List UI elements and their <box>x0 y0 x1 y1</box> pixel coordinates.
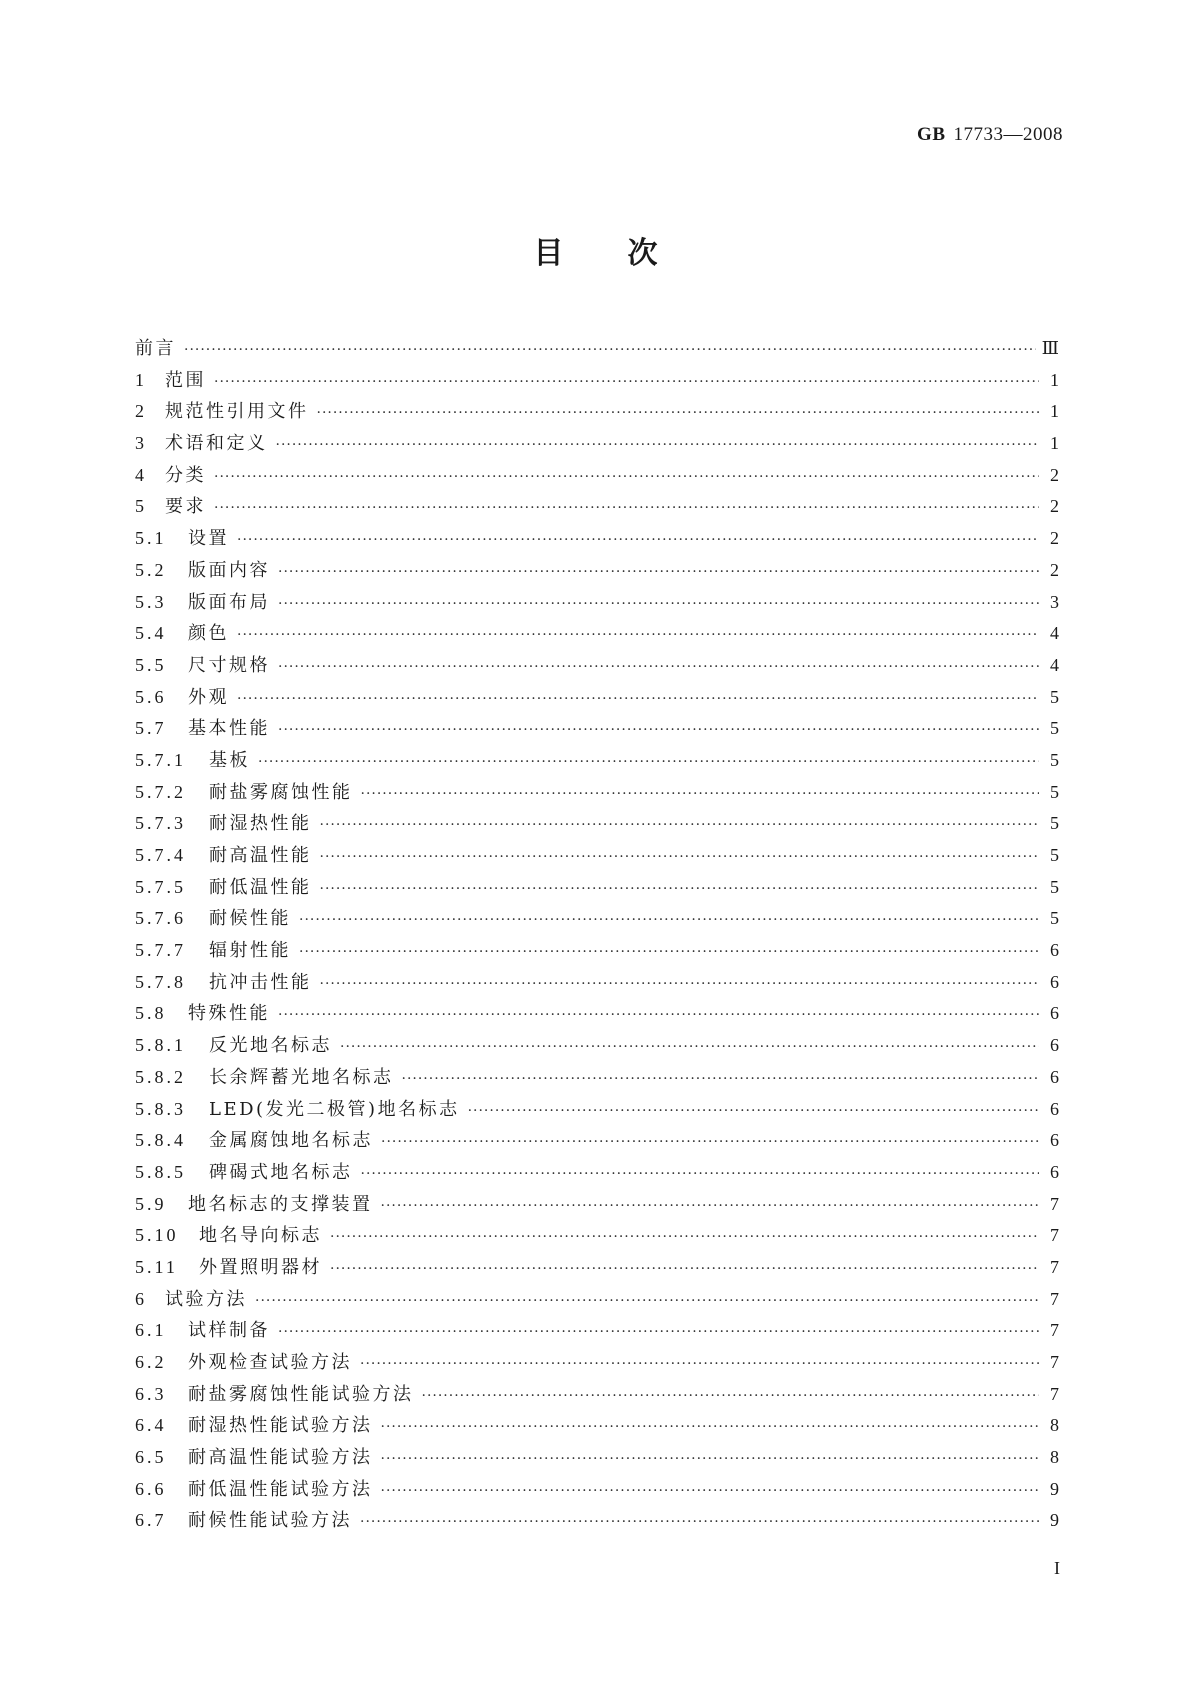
toc-entry[interactable] <box>135 1030 1059 1062</box>
toc-entry-title: 耐盐雾腐蚀性能 <box>209 781 353 803</box>
toc-entry-title: 基板 <box>209 749 250 771</box>
toc-entry-page: 2 <box>1050 496 1059 517</box>
toc-leader-dots <box>258 747 1039 779</box>
toc-entry-title: 耐湿热性能试验方法 <box>188 1415 373 1437</box>
toc-entry-title: 外置照明器材 <box>199 1256 322 1278</box>
toc-leader-dots <box>361 1159 1040 1191</box>
toc-entry-title: 地名标志的支撑装置 <box>188 1193 373 1215</box>
toc-entry-page: 6 <box>1050 1130 1059 1151</box>
toc-entry-page: 1 <box>1050 433 1059 454</box>
toc-leader-dots <box>330 1254 1039 1286</box>
toc-entry-page: 1 <box>1050 369 1059 390</box>
toc-entry-page: 8 <box>1050 1447 1059 1468</box>
toc-entry-page: 5 <box>1050 876 1059 897</box>
toc-leader-dots <box>184 335 1036 367</box>
toc-entry-title: 特殊性能 <box>188 1003 270 1025</box>
standard-code <box>917 124 1063 146</box>
toc-leader-dots <box>214 462 1039 494</box>
toc-entry[interactable] <box>135 428 1059 460</box>
page-title: 目次 <box>533 236 722 271</box>
toc-entry-number: 2 <box>135 401 147 422</box>
toc-entry-number: 1 <box>135 369 147 390</box>
toc-entry-page: 2 <box>1050 528 1059 549</box>
toc-entry-page: 5 <box>1050 686 1059 707</box>
toc-entry-title: 长余辉蓄光地名标志 <box>209 1066 394 1088</box>
toc-leader-dots <box>422 1381 1040 1413</box>
toc-leader-dots <box>276 430 1040 462</box>
toc-leader-dots <box>299 905 1039 937</box>
toc-entry[interactable] <box>135 1252 1059 1284</box>
toc-leader-dots <box>278 715 1039 747</box>
toc-entry-title: 术语和定义 <box>165 433 268 455</box>
toc-entry-number: 5.1 <box>135 528 167 549</box>
toc-entry-number: 5.7.4 <box>135 845 186 865</box>
toc-leader-dots <box>340 1032 1039 1064</box>
toc-entry-number: 6.5 <box>135 1447 167 1468</box>
toc-leader-dots <box>381 1444 1040 1476</box>
toc-entry[interactable] <box>135 333 1059 365</box>
toc-entry-title: 耐低温性能试验方法 <box>188 1478 373 1500</box>
toc-leader-dots <box>255 1286 1039 1318</box>
toc-entry-page: 7 <box>1050 1288 1059 1309</box>
toc-leader-dots <box>402 1064 1040 1096</box>
toc-entry-number: 4 <box>135 464 147 485</box>
toc-entry-page: 8 <box>1050 1415 1059 1436</box>
toc-entry-number: 5.7 <box>135 718 167 739</box>
toc-leader-dots <box>381 1127 1039 1159</box>
toc-leader-dots <box>320 874 1040 906</box>
toc-entry[interactable] <box>135 840 1059 872</box>
toc-entry-number: 5.11 <box>135 1256 178 1277</box>
toc-entry[interactable] <box>135 587 1059 619</box>
toc-entry-number: 5.7.8 <box>135 971 186 992</box>
toc-entry[interactable] <box>135 1410 1059 1442</box>
toc-entry[interactable] <box>135 1315 1059 1347</box>
toc-entry-number: 6.1 <box>135 1320 167 1341</box>
toc-entry[interactable] <box>135 1125 1059 1157</box>
toc-entry-number: 6.3 <box>135 1383 167 1404</box>
toc-entry[interactable] <box>135 713 1059 745</box>
toc-entry[interactable] <box>135 396 1059 428</box>
toc-entry-title: 耐高温性能 <box>209 845 312 866</box>
toc-entry-number: 5.7.6 <box>135 908 186 929</box>
toc-entry[interactable] <box>135 618 1059 650</box>
toc-leader-dots <box>214 367 1039 399</box>
toc-entry-number: 5.8 <box>135 1003 167 1024</box>
toc-leader-dots <box>278 589 1039 621</box>
toc-entry[interactable] <box>135 1505 1059 1537</box>
toc-entry-title: 尺寸规格 <box>188 654 270 676</box>
toc-leader-dots <box>320 969 1040 1001</box>
toc-entry[interactable] <box>135 1442 1059 1474</box>
toc-entry-title: 试验方法 <box>165 1288 247 1310</box>
toc-entry-number: 3 <box>135 433 147 454</box>
toc-entry-title: 范围 <box>165 369 206 391</box>
toc-entry[interactable] <box>135 1284 1059 1316</box>
toc-entry[interactable] <box>135 967 1059 999</box>
toc-entry[interactable] <box>135 523 1059 555</box>
toc-entry-page: 6 <box>1050 1066 1059 1087</box>
toc-entry-title: 碑碣式地名标志 <box>209 1161 353 1183</box>
toc-entry-title: 地名导向标志 <box>199 1225 322 1247</box>
toc-leader-dots <box>381 1476 1040 1508</box>
toc-entry[interactable] <box>135 745 1059 777</box>
toc-leader-dots <box>278 652 1039 684</box>
toc-entry-page: 5 <box>1050 813 1059 834</box>
toc-entry-number: 6.7 <box>135 1510 167 1531</box>
toc-leader-dots <box>381 1191 1040 1223</box>
toc-leader-dots <box>330 1222 1039 1254</box>
toc-entry-number: 6.4 <box>135 1415 167 1436</box>
toc-entry-number: 5.8.4 <box>135 1130 186 1151</box>
toc-entry-number: 5.9 <box>135 1193 167 1214</box>
toc-entry-title: 金属腐蚀地名标志 <box>209 1130 373 1152</box>
toc-entry[interactable] <box>135 1347 1059 1379</box>
toc-leader-dots <box>361 779 1040 811</box>
toc-entry-title: 辐射性能 <box>209 940 291 962</box>
toc-entry[interactable] <box>135 1220 1059 1252</box>
toc-leader-dots <box>278 1317 1039 1349</box>
toc-entry-page: 7 <box>1050 1256 1059 1277</box>
toc-entry[interactable] <box>135 460 1059 492</box>
toc-entry-title: 试样制备 <box>188 1320 270 1342</box>
toc-entry-number: 5.4 <box>135 623 167 644</box>
toc-entry-title: 外观检查试验方法 <box>188 1352 352 1373</box>
toc-entry[interactable] <box>135 808 1059 840</box>
toc-leader-dots <box>278 557 1039 589</box>
toc-entry-page: 6 <box>1050 1098 1059 1119</box>
toc-entry[interactable] <box>135 555 1059 587</box>
toc-leader-dots <box>237 620 1039 652</box>
toc-entry-title: 版面布局 <box>188 591 270 613</box>
toc-entry-number: 6.6 <box>135 1478 167 1499</box>
toc-entry-title: 要求 <box>165 496 206 518</box>
toc-entry-number: 5.7.3 <box>135 813 186 834</box>
toc-entry-title: 规范性引用文件 <box>165 401 309 423</box>
toc-leader-dots <box>299 937 1039 969</box>
toc-entry-page: Ⅲ <box>1041 338 1059 358</box>
toc-entry[interactable] <box>135 998 1059 1030</box>
toc-entry[interactable] <box>135 872 1059 904</box>
toc-entry-number: 5.8.1 <box>135 1035 186 1056</box>
toc-entry-page: 3 <box>1050 591 1059 612</box>
toc-entry-title: 反光地名标志 <box>209 1035 332 1057</box>
toc-entry-title: 耐低温性能 <box>209 876 312 898</box>
toc-entry-number: 5.5 <box>135 654 167 675</box>
toc-entry-title: 抗冲击性能 <box>209 971 312 993</box>
toc-entry-page: 5 <box>1050 718 1059 739</box>
toc-entry[interactable] <box>135 935 1059 967</box>
toc-leader-dots <box>381 1412 1040 1444</box>
toc-entry-number: 5.7.1 <box>135 749 186 770</box>
toc-leader-dots <box>360 1349 1039 1381</box>
toc-entry-title: 耐湿热性能 <box>209 813 312 835</box>
toc-entry[interactable] <box>135 903 1059 935</box>
toc-entry[interactable] <box>135 1062 1059 1094</box>
toc-leader-dots <box>468 1096 1039 1128</box>
toc-leader-dots <box>320 810 1040 842</box>
toc-entry-title: 外观 <box>188 686 229 708</box>
toc-entry-title: 分类 <box>165 464 206 486</box>
toc-entry-page: 1 <box>1050 401 1059 422</box>
toc-entry-page: 6 <box>1050 1161 1059 1182</box>
toc-entry-number: 5.10 <box>135 1225 179 1246</box>
toc-entry-number: 5.8.2 <box>135 1066 186 1087</box>
toc-entry-title: 设置 <box>188 528 229 550</box>
toc-entry[interactable] <box>135 1094 1059 1126</box>
toc-entry-title: 耐候性能试验方法 <box>188 1510 352 1532</box>
toc-leader-dots <box>317 398 1040 430</box>
table-of-contents <box>135 333 1059 1537</box>
toc-leader-dots <box>360 1507 1039 1539</box>
toc-entry[interactable] <box>135 1189 1059 1221</box>
toc-entry-title: 耐盐雾腐蚀性能试验方法 <box>188 1383 414 1405</box>
toc-entry-title: 前言 <box>135 338 176 359</box>
toc-entry-page: 6 <box>1050 1003 1059 1024</box>
toc-entry-number: 5.7.7 <box>135 940 186 961</box>
toc-leader-dots <box>214 493 1039 525</box>
toc-leader-dots <box>237 525 1039 557</box>
toc-leader-dots <box>320 842 1040 874</box>
toc-entry-page: 4 <box>1050 623 1059 644</box>
toc-entry-number: 5.6 <box>135 686 167 707</box>
toc-entry-number: 5.7.5 <box>135 876 186 897</box>
toc-entry-page: 6 <box>1050 1035 1059 1056</box>
standard-number: 17733—2008 <box>953 124 1063 145</box>
toc-entry[interactable] <box>135 1379 1059 1411</box>
toc-entry-page: 7 <box>1050 1383 1059 1404</box>
toc-entry-page: 9 <box>1050 1478 1059 1499</box>
toc-entry-title: 颜色 <box>188 623 229 645</box>
toc-entry[interactable] <box>135 365 1059 397</box>
toc-entry-title: 版面内容 <box>188 559 270 581</box>
toc-entry-title: 耐候性能 <box>209 908 291 930</box>
toc-entry-title: 基本性能 <box>188 718 270 740</box>
toc-entry-page: 2 <box>1050 464 1059 485</box>
toc-entry-page: 4 <box>1050 654 1059 675</box>
toc-entry-number: 5.7.2 <box>135 781 186 802</box>
toc-entry-page: 7 <box>1050 1320 1059 1341</box>
toc-entry-page: 6 <box>1050 971 1059 992</box>
toc-entry-number: 5.3 <box>135 591 167 612</box>
standard-prefix: GB <box>917 124 946 145</box>
toc-entry-number: 6 <box>135 1288 147 1309</box>
toc-entry-page: 5 <box>1050 749 1059 770</box>
toc-entry-page: 6 <box>1050 940 1059 961</box>
toc-entry-number: 5.2 <box>135 559 167 580</box>
toc-entry-page: 5 <box>1050 781 1059 802</box>
toc-entry-page: 5 <box>1050 908 1059 929</box>
toc-entry-page: 2 <box>1050 559 1059 580</box>
toc-entry-number: 5 <box>135 496 147 517</box>
toc-entry[interactable] <box>135 777 1059 809</box>
toc-entry[interactable] <box>135 491 1059 523</box>
toc-entry[interactable] <box>135 682 1059 714</box>
toc-entry-page: 7 <box>1050 1225 1059 1246</box>
toc-entry-title: LED(发光二极管)地名标志 <box>209 1098 460 1120</box>
toc-leader-dots <box>278 1000 1039 1032</box>
toc-entry-number: 5.8.3 <box>135 1098 186 1119</box>
toc-entry[interactable] <box>135 1474 1059 1506</box>
toc-entry-number: 5.8.5 <box>135 1161 186 1182</box>
toc-leader-dots <box>237 684 1039 716</box>
toc-entry[interactable] <box>135 650 1059 682</box>
toc-entry[interactable] <box>135 1157 1059 1189</box>
toc-entry-page: 7 <box>1050 1193 1059 1214</box>
page-number: I <box>1054 1558 1060 1578</box>
toc-entry-title: 耐高温性能试验方法 <box>188 1447 373 1469</box>
toc-entry-number: 6.2 <box>135 1352 167 1372</box>
toc-entry-page: 5 <box>1050 845 1059 865</box>
toc-entry-page: 9 <box>1050 1510 1059 1531</box>
toc-entry-page: 7 <box>1050 1352 1059 1372</box>
